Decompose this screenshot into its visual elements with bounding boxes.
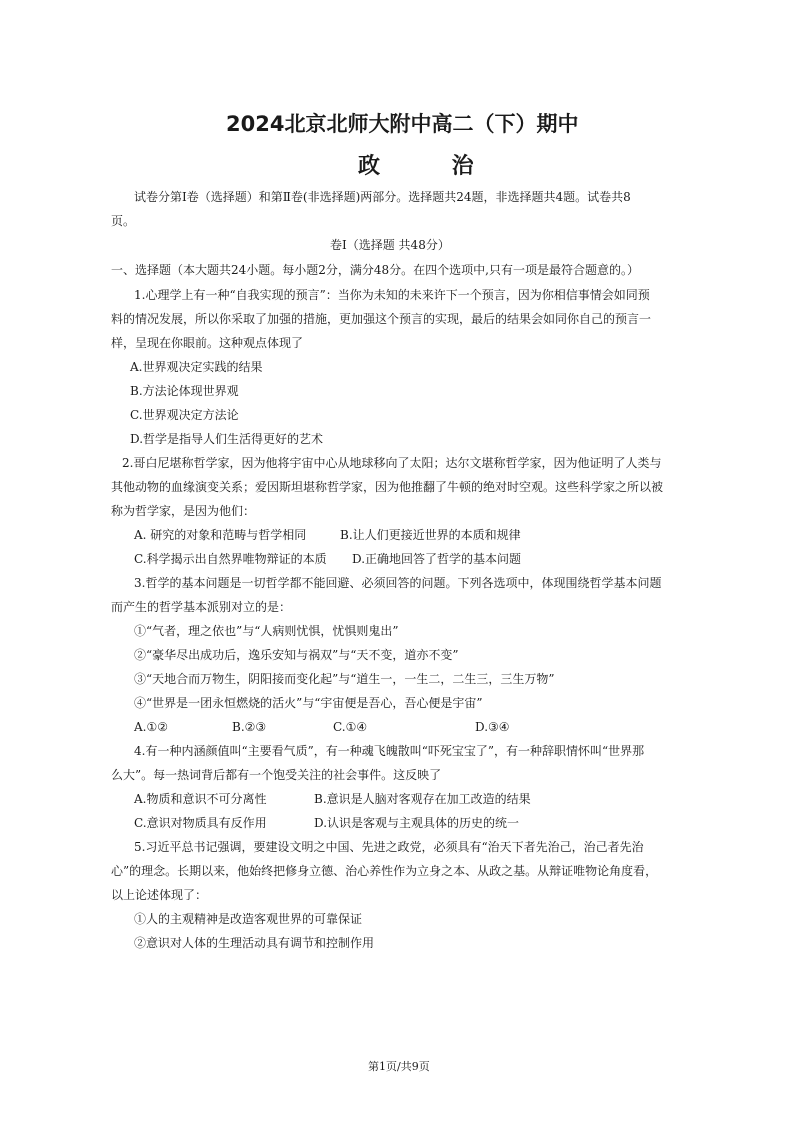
question-2-line-1: 2.哥白尼堪称哲学家，因为他将宇宙中心从地球移向了太阳；达尔文堪称哲学家，因为他证明了人类与 (122, 456, 662, 470)
question-1-option-c: C.世界观决定方法论 (130, 408, 239, 422)
intro-line-2: 页。 (111, 214, 136, 228)
question-2-option-d: D.正确地回答了哲学的基本问题 (352, 552, 522, 566)
question-2-option-c: C.科学揭示出自然界唯物辩证的本质 (134, 552, 327, 566)
question-1-option-b: B.方法论体现世界观 (130, 384, 239, 398)
question-3-item-2: ②“豪华尽出成功后，逸乐安知与祸双”与“天不变，道亦不变” (134, 648, 459, 662)
question-1-line-3: 样，呈现在你眼前。这种观点体现了 (111, 336, 304, 350)
question-3-line-2: 而产生的哲学基本派别对立的是： (111, 600, 292, 614)
question-2-line-3: 称为哲学家，是因为他们： (111, 504, 256, 518)
intro-line-1: 试卷分第Ⅰ卷（选择题）和第Ⅱ卷(非选择题)两部分。选择题共24题，非选择题共4题。试卷共8 (134, 190, 631, 204)
question-3-item-1: ①“气者，理之依也”与“人病则忧惧，忧惧则鬼出” (134, 624, 399, 638)
exam-title: 2024北京北师大附中高二（下）期中 (226, 112, 579, 136)
question-3-item-4: ④“世界是一团永恒燃烧的活火”与“宇宙便是吾心，吾心便是宇宙” (134, 696, 483, 710)
question-4-option-d: D.认识是客观与主观具体的历史的统一 (314, 816, 520, 830)
question-5-line-3: 以上论述体现了： (111, 888, 208, 902)
question-1-option-a: A.世界观决定实践的结果 (130, 360, 263, 374)
question-1-line-2: 料的情况发展，所以你采取了加强的措施，更加强这个预言的实现，最后的结果会如同你自己的预言一 (111, 312, 652, 326)
question-1-line-1: 1.心理学上有一种“自我实现的预言”：当你为未知的未来许下一个预言，因为你相信事情会如同预 (134, 288, 650, 302)
question-3-option-a: A.①② (134, 720, 168, 734)
question-5-line-2: 心”的理念。长期以来，他始终把修身立德、治心养性作为立身之本、从政之基。从辩证唯物论角度看， (111, 864, 658, 878)
section-heading: 卷Ⅰ（选择题 共48分） (330, 238, 450, 252)
question-3-option-c: C.①④ (333, 720, 368, 734)
question-3-item-3: ③“天地合而万物生，阴阳接而变化起”与“道生一，一生二，二生三，三生万物” (134, 672, 555, 686)
question-4-option-b: B.意识是人脑对客观存在加工改造的结果 (314, 792, 531, 806)
question-4-option-a: A.物质和意识不可分离性 (134, 792, 267, 806)
question-4-line-1: 4.有一种内涵颜值叫“主要看气质”，有一种魂飞魄散叫“吓死宝宝了”，有一种辞职情怀叫“世界那 (134, 744, 645, 758)
question-5-item-2: ②意识对人体的生理活动具有调节和控制作用 (134, 936, 375, 950)
section-instruction: 一、选择题（本大题共24小题。每小题2分，满分48分。在四个选项中,只有一项是最符合题意的。） (111, 263, 639, 277)
question-3-option-b: B.②③ (232, 720, 267, 734)
subject-title: 政 治 (358, 154, 506, 179)
question-5-line-1: 5.习近平总书记强调，要建设文明之中国、先进之政党，必须具有“治天下者先治己，治己者先治 (134, 840, 644, 854)
page-number: 第1页/共9页 (368, 1060, 430, 1073)
question-3-option-d: D.③④ (475, 720, 510, 734)
question-3-line-1: 3.哲学的基本问题是一切哲学都不能回避、必须回答的问题。下列各选项中，体现围绕哲学基本问题 (134, 576, 662, 590)
question-5-item-1: ①人的主观精神是改造客观世界的可靠保证 (134, 912, 363, 926)
question-2-option-a: A. 研究的对象和范畴与哲学相同 (134, 528, 307, 542)
question-4-option-c: C.意识对物质具有反作用 (134, 816, 267, 830)
question-4-line-2: 么大”。每一热词背后都有一个饱受关注的社会事件。这反映了 (111, 768, 442, 782)
question-2-option-b: B.让人们更接近世界的本质和规律 (340, 528, 521, 542)
question-1-option-d: D.哲学是指导人们生活得更好的艺术 (130, 432, 324, 446)
question-2-line-2: 其他动物的血缘演变关系；爱因斯坦堪称哲学家，因为他推翻了牛顿的绝对时空观。这些科学家之所以被 (111, 480, 664, 494)
